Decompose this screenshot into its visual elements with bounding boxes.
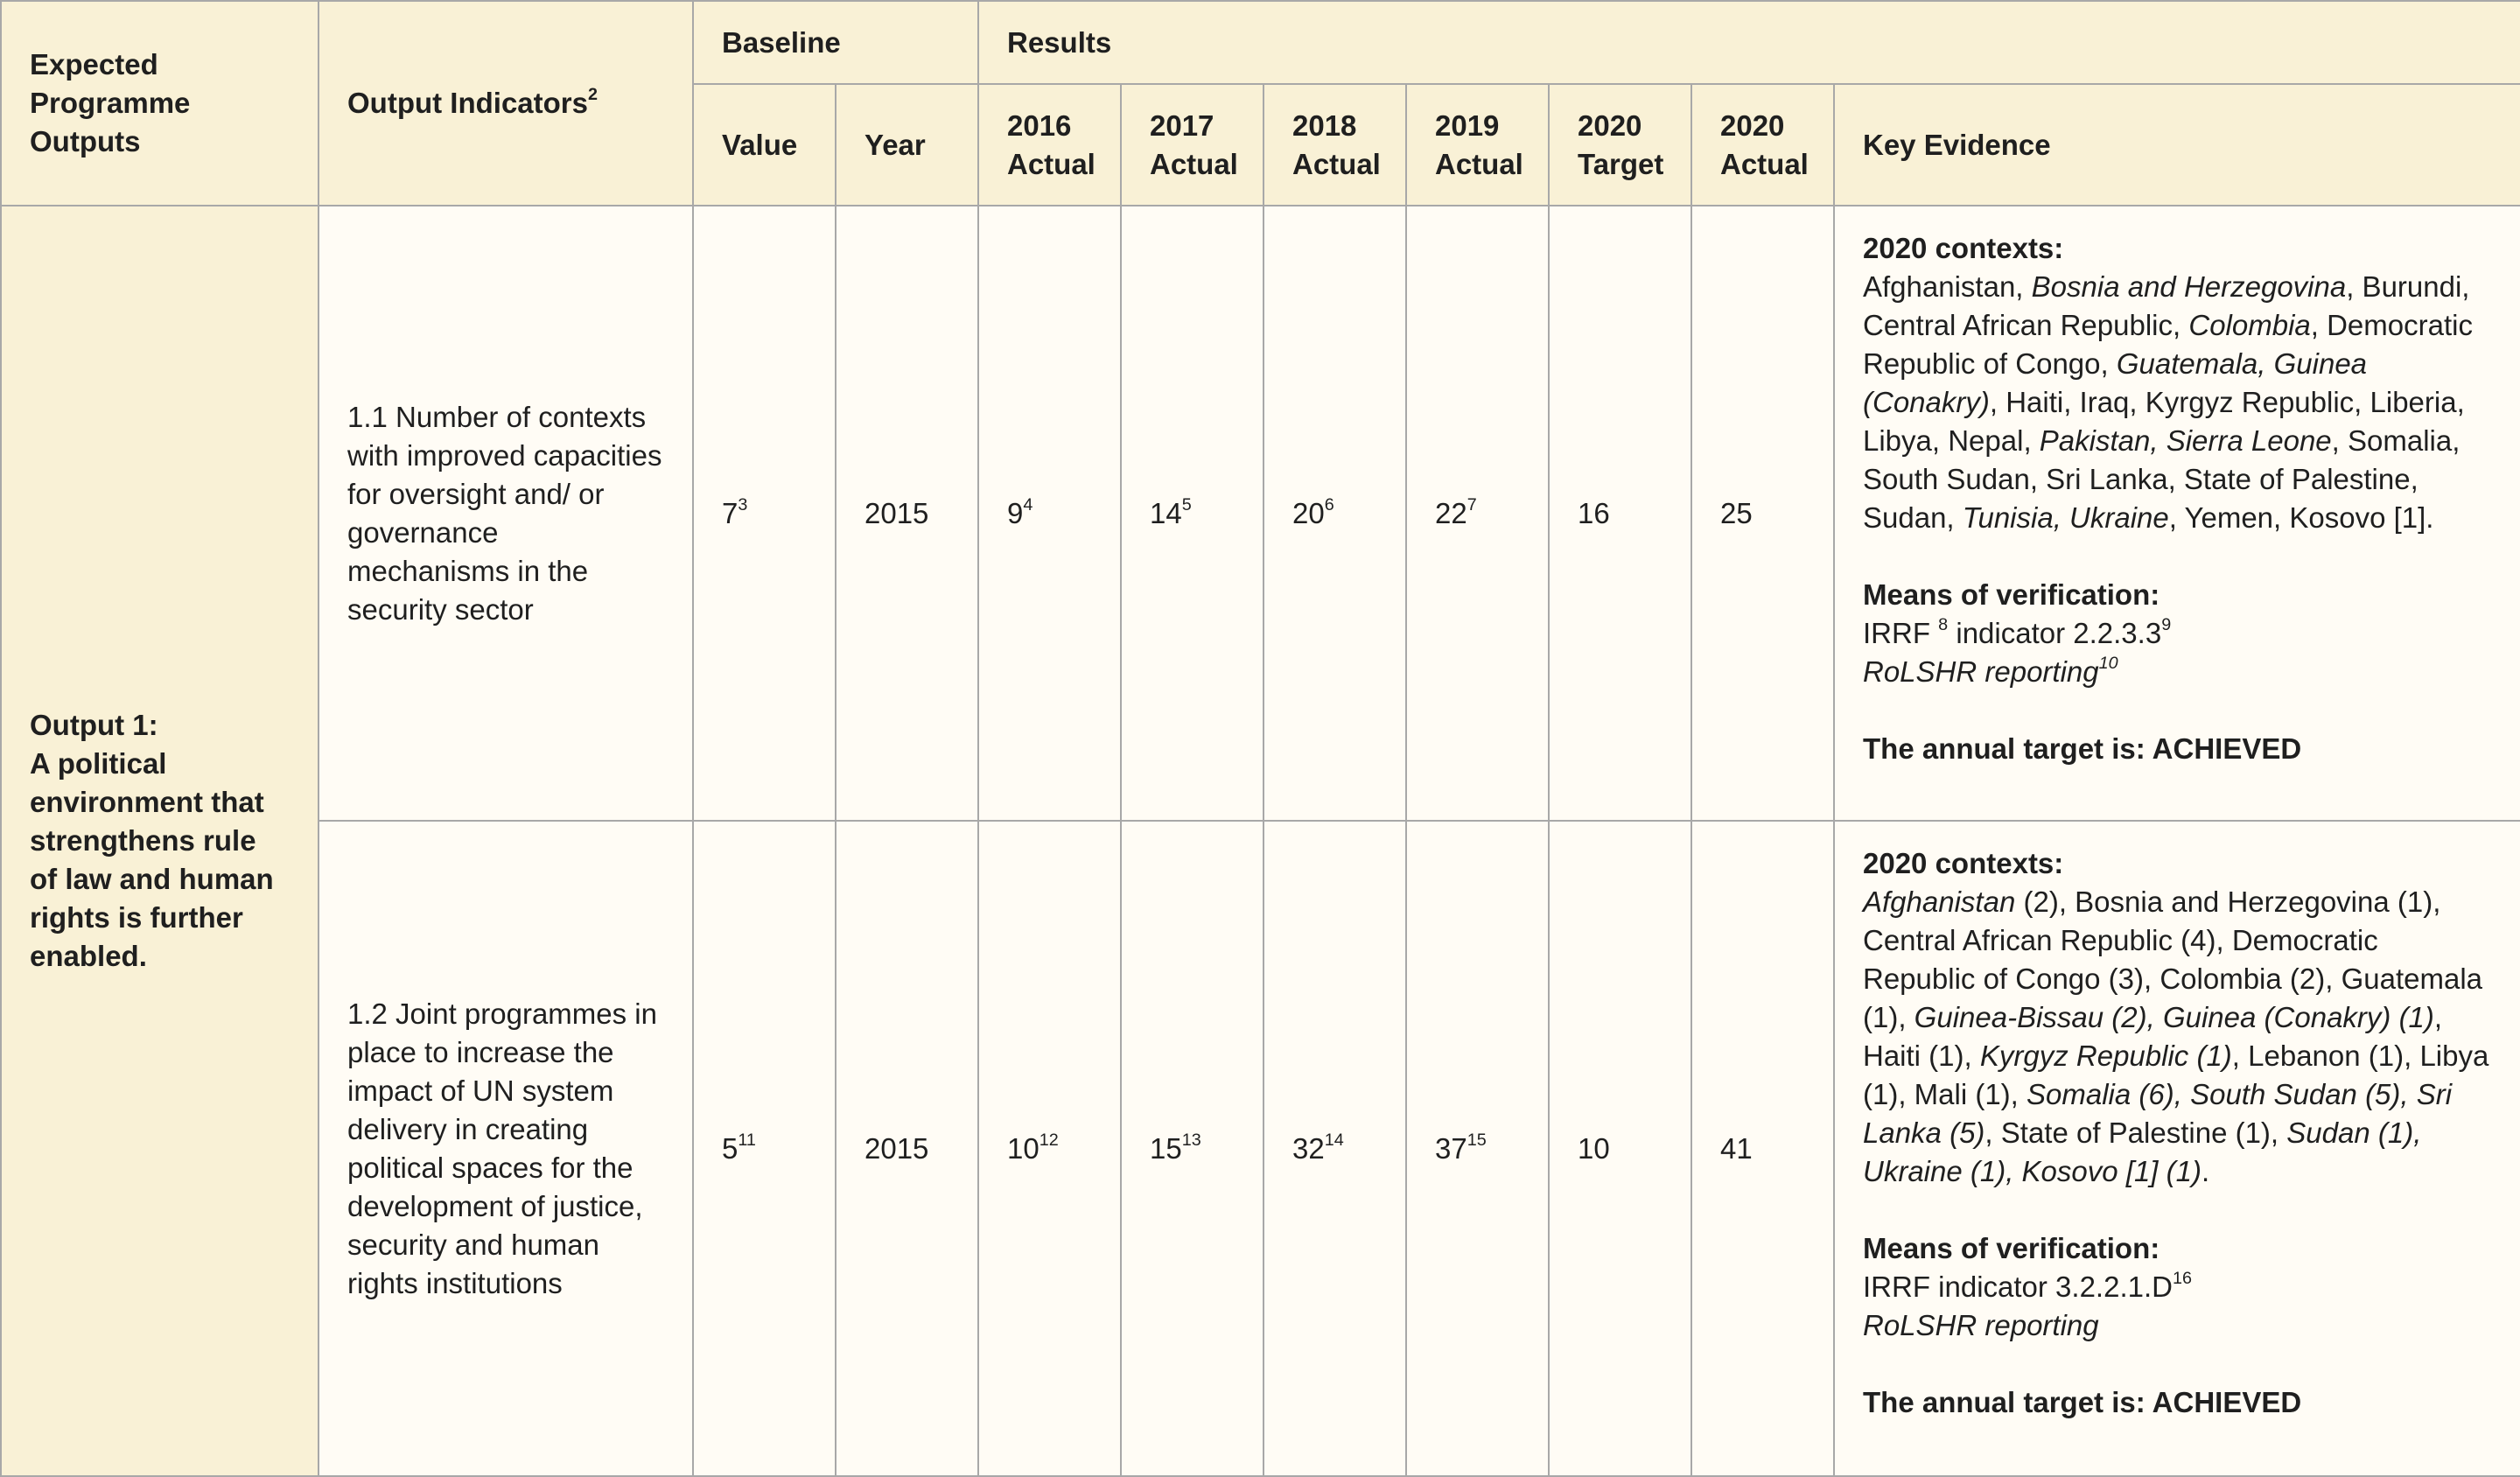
target-2020: 10 [1549,821,1691,1476]
contexts-list [1863,268,2492,537]
means-line-1: IRRF $^8$ indicator 2.2.3.3$^9$ [1863,615,2172,649]
output-1-label: Output 1: [30,709,158,741]
header-output-indicators: Output Indicators$^2$ [318,1,693,206]
actual-2019: $37^{15}$ [1406,821,1549,1476]
actual-2020: 41 [1691,821,1834,1476]
means-heading: Means of verification: [1863,578,2160,611]
context-segment: Pakistan, Sierra Leone [2039,424,2332,457]
target-status: The annual target is: ACHIEVED [1863,1386,2302,1418]
header-2018-actual: 2018 Actual [1264,84,1406,206]
actual-2016: $10^{12}$ [978,821,1121,1476]
context-segment: Kyrgyz Republic (1) [1979,1040,2232,1072]
context-segment: Bosnia and Herzegovina [2031,270,2347,303]
baseline-value: $7^3$ [693,206,836,821]
header-2017-actual: 2017 Actual [1121,84,1264,206]
contexts-list [1863,883,2492,1191]
context-segment: , Yemen, Kosovo [1]. [2168,501,2434,534]
header-value: Value [693,84,836,206]
actual-2017: $14^5$ [1121,206,1264,821]
context-segment: Afghanistan [1863,886,2016,918]
header-2016-actual: 2016 Actual [978,84,1121,206]
context-segment: , State of Palestine (1), [1984,1116,2287,1149]
header-2019-actual: 2019 Actual [1406,84,1549,206]
context-segment: , Lebanon (1), Libya (1), Mali (1), [1863,1040,2489,1110]
contexts-heading: 2020 contexts: [1863,232,2064,264]
output-1-cell [1,206,318,1476]
context-segment: , Democratic Republic of Congo, [1863,309,2473,380]
header-expected-programme-outputs: Expected Programme Outputs [1,1,318,206]
context-segment: Tunisia, Ukraine [1962,501,2169,534]
context-segment: , Burundi, Central African Republic, [1863,270,2470,341]
output-1-text: A political environment that strengthens rule of law and human rights is further enabled. [30,747,274,972]
baseline-year: 2015 [836,821,978,1476]
actual-2019: $22^7$ [1406,206,1549,821]
target-status: The annual target is: ACHIEVED [1863,732,2302,765]
means-line-2: RoLSHR reporting [1863,1309,2099,1341]
header-2020-actual: 2020 Actual [1691,84,1834,206]
means-heading: Means of verification: [1863,1232,2160,1264]
header-key-evidence: Key Evidence [1834,84,2520,206]
header-2020-target: 2020 Target [1549,84,1691,206]
table-row [1,206,2520,821]
actual-2020: 25 [1691,206,1834,821]
actual-2017: $15^{13}$ [1121,821,1264,1476]
indicator-1-2: 1.2 Joint programmes in place to increase the impact of UN system delivery in creating political spaces for the development of justice, security and human rights institutions [318,821,693,1476]
context-segment: Guinea-Bissau (2), Guinea (Conakry) (1) [1914,1001,2434,1033]
actual-2016: $9^4$ [978,206,1121,821]
header-year: Year [836,84,978,206]
context-segment: . [2201,1155,2210,1187]
context-segment: , Haiti, Iraq, Kyrgyz Republic, Liberia, Libya, Nepal, [1863,386,2465,457]
actual-2018: $32^{14}$ [1264,821,1406,1476]
target-2020: 16 [1549,206,1691,821]
actual-2018: $20^6$ [1264,206,1406,821]
context-segment: Colombia [2188,309,2311,341]
table-row [1,821,2520,1476]
header-baseline: Baseline [693,1,978,84]
contexts-heading: 2020 contexts: [1863,847,2064,879]
header-results: Results [978,1,2520,84]
context-segment: , Haiti (1), [1863,1001,2443,1072]
means-line-1: IRRF indicator $3.2.2.1.D^{16}$ [1863,1269,2192,1303]
key-evidence-1-2 [1834,821,2520,1476]
context-segment: (2), Bosnia and Herzegovina (1), Central African Republic (4), Democratic Republic of Congo (3), Colombia (2), Guatemala (1), [1863,886,2483,1033]
context-segment: , Somalia, South Sudan, Sri Lanka, State of Palestine, Sudan, [1863,424,2460,534]
context-segment: Guatemala, Guinea (Conakry) [1863,347,2368,418]
footnote-ref: 2 [588,85,598,105]
context-segment: Sudan (1), Ukraine (1), Kosovo [1] (1) [1863,1116,2422,1187]
context-segment: Somalia (6), South Sudan (5), Sri Lanka (5) [1863,1078,2453,1149]
means-line-2: RoLSHR reporting$^{10}$ [1863,654,2118,688]
indicator-1-1: 1.1 Number of contexts with improved capacities for oversight and/ or governance mechanisms in the security sector [318,206,693,821]
key-evidence-1-1 [1834,206,2520,821]
baseline-year: 2015 [836,206,978,821]
context-segment: Afghanistan, [1863,270,2032,303]
baseline-value: $5^{11}$ [693,821,836,1476]
